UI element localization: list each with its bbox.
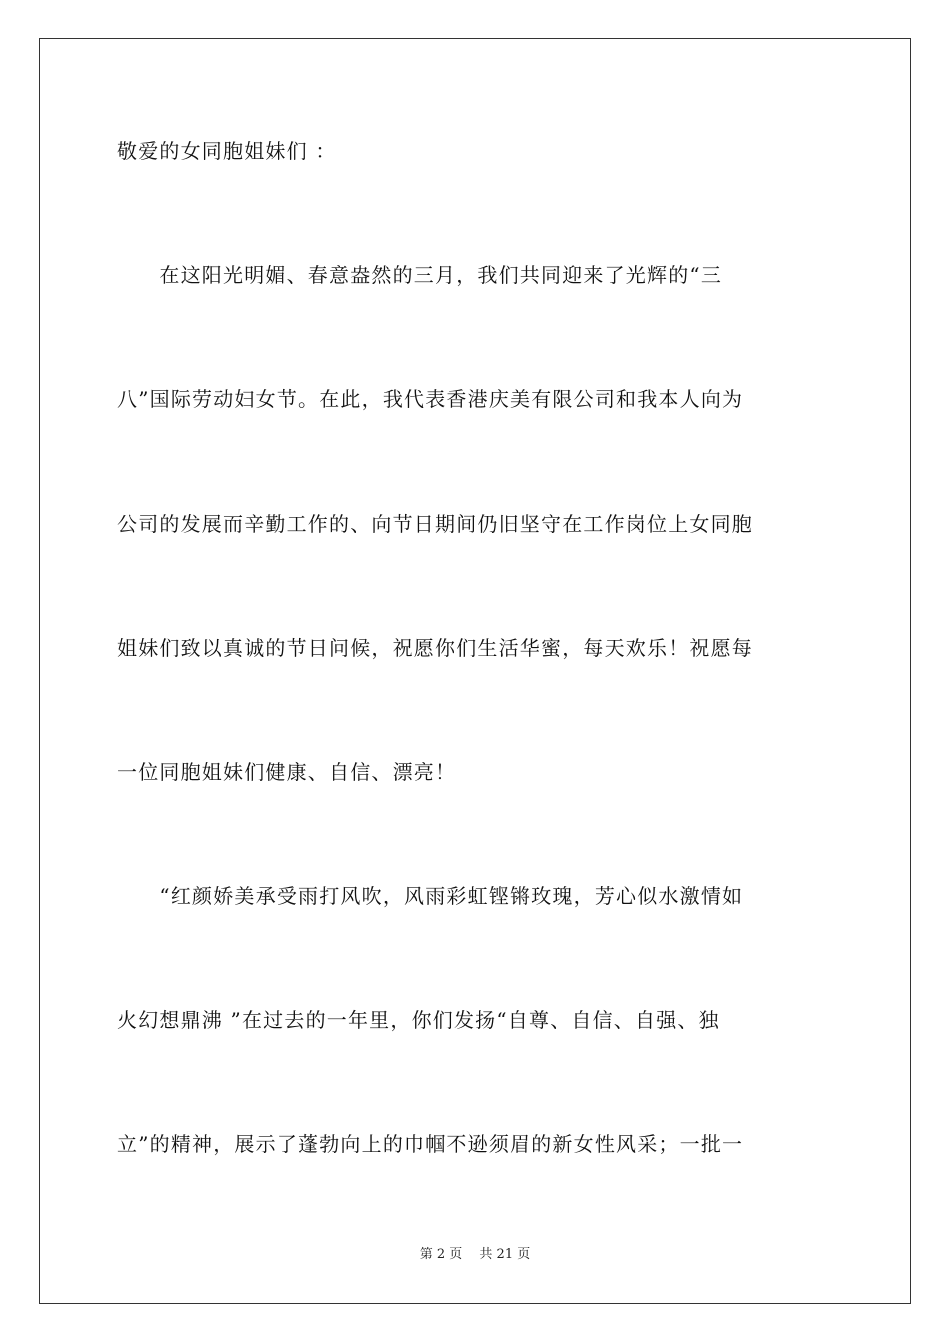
body-line-1: 在这阳光明媚、春意盎然的三月，我们共同迎来了光辉的“三 <box>117 263 723 287</box>
body-line-2: 八”国际劳动妇女节。在此，我代表香港庆美有限公司和我本人向为 <box>117 387 744 411</box>
body-line-7: 火幻想鼎沸 ”在过去的一年里，你们发扬“自尊、自信、自强、独 <box>117 1008 720 1032</box>
body-line-6: “红颜娇美承受雨打风吹，风雨彩虹铿锵玫瑰，芳心似水激情如 <box>117 884 744 908</box>
page-border <box>39 38 911 1304</box>
body-line-4: 姐妹们致以真诚的节日问候，祝愿你们生活华蜜，每天欢乐！祝愿每 <box>117 636 753 660</box>
page-number-footer: 第 2 页 共 21 页 <box>419 1247 531 1262</box>
body-line-3: 公司的发展而辛勤工作的、向节日期间仍旧坚守在工作岗位上女同胞 <box>117 512 753 536</box>
body-line-8: 立”的精神，展示了蓬勃向上的巾帼不逊须眉的新女性风采；一批一 <box>117 1132 744 1156</box>
salutation-line: 敬爱的女同胞姐妹们 ： <box>117 139 337 163</box>
body-line-5: 一位同胞姐妹们健康、自信、漂亮！ <box>117 760 457 784</box>
